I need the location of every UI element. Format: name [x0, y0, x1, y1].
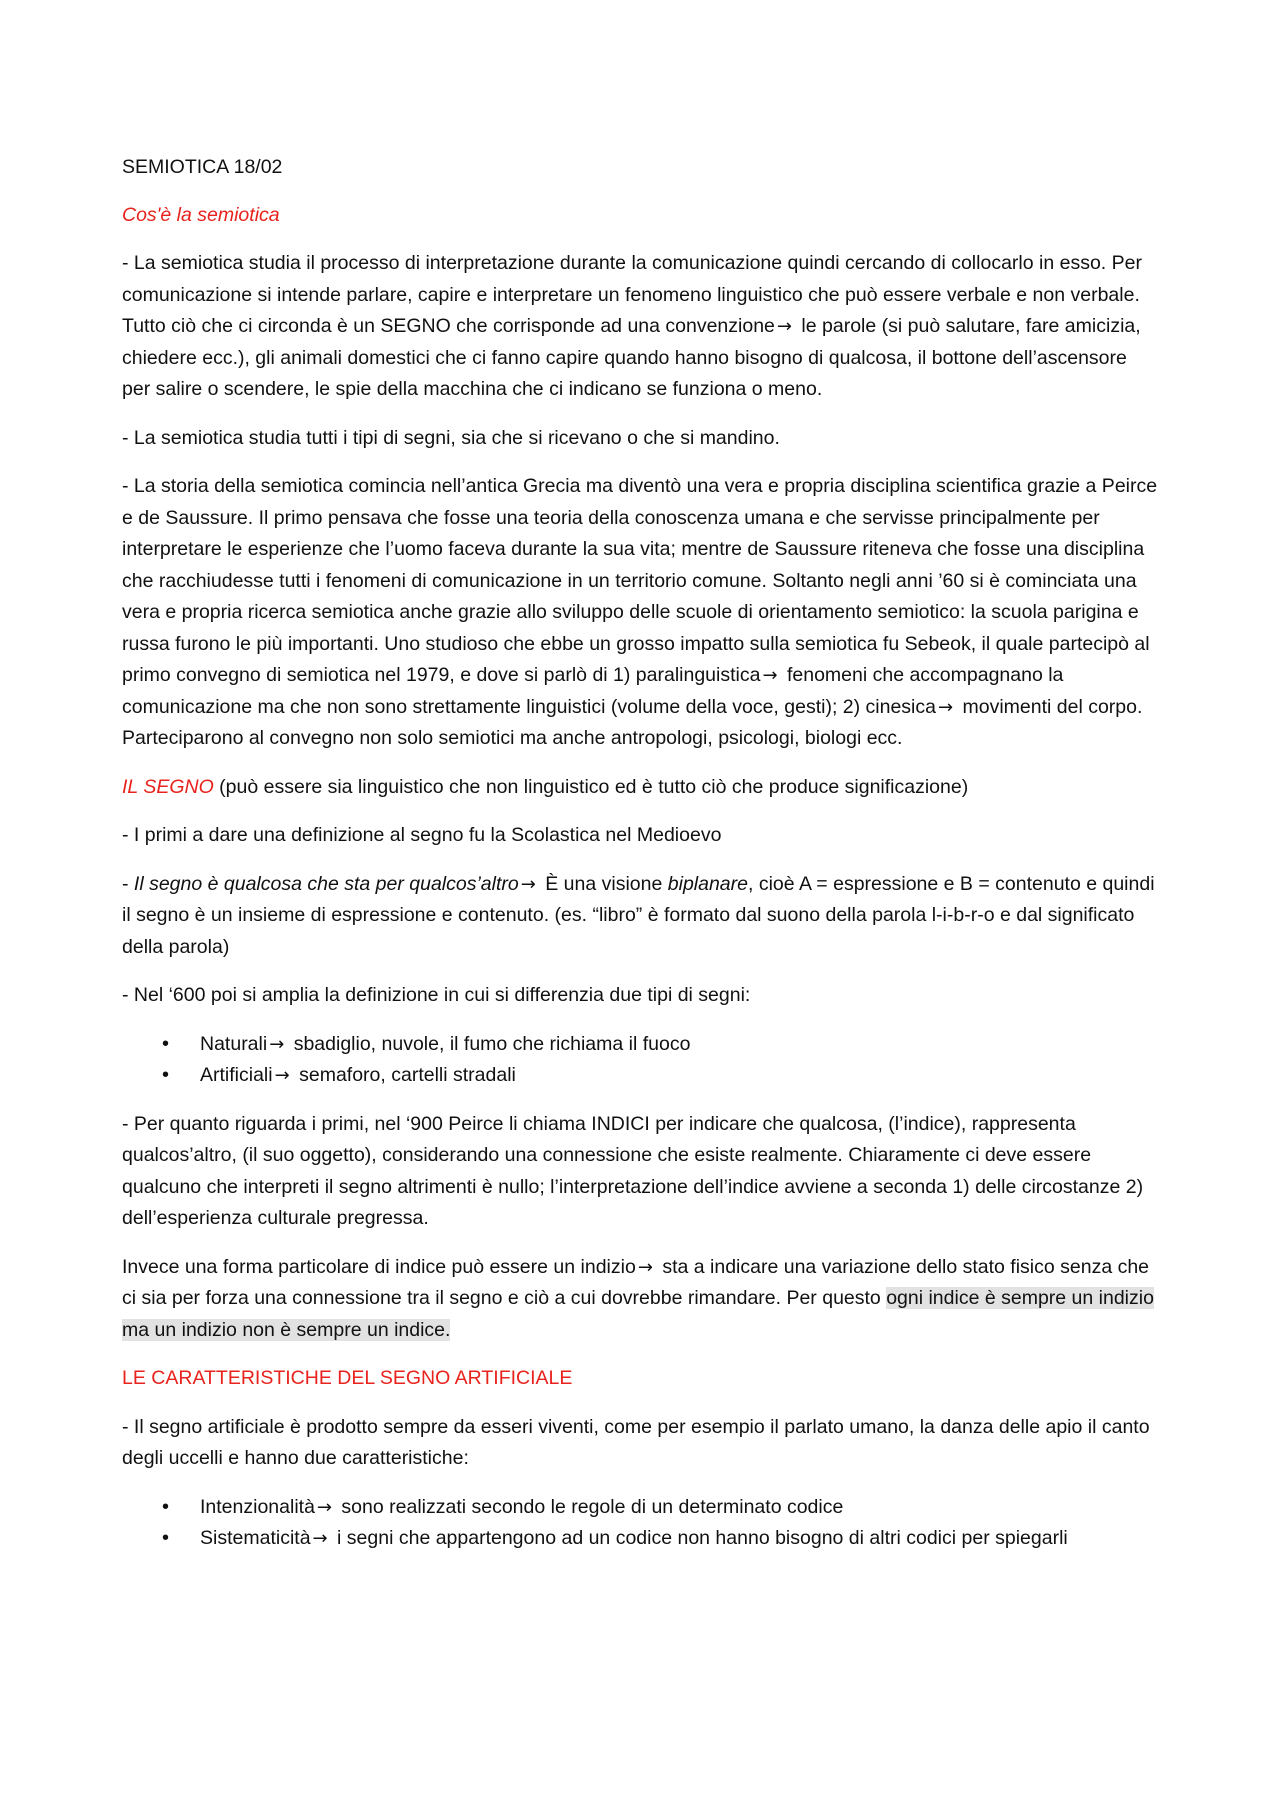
paragraph-types: - La semiotica studia tutti i tipi di segni, sia che si ricevano o che si mandino. — [122, 426, 780, 449]
paragraph-biplanare: - Il segno è qualcosa che sta per qualcos’altro → È una visione biplanare, cioè A = espressione e B = contenuto e quindi il segno è un insieme di espressione e contenuto. (es. “libro” è formato dal suono della parola l-i-b-r-o e dal significato della parola) — [122, 872, 1155, 958]
paragraph-history: - La storia della semiotica comincia nell’antica Grecia ma diventò una vera e propria disciplina scientifica grazie a Peirce e de Saussure. Il primo pensava che fosse una teoria della conoscenza umana e che servisse principalmente per interpretare le esperienze che l’uomo faceva durante la sua vita; mentre de Saussure riteneva che fosse una disciplina che racchiudesse tutti i fenomeni di comunicazione in un territorio comune. Soltanto negli anni ’60 si è cominciata una vera e propria ricerca semiotica anche grazie allo sviluppo delle scuole di orientamento semiotico: la scuola parigina e russa furono le più importanti. Uno studioso che ebbe un grosso impatto sulla semiotica fu Sebeok, il quale partecipò al primo convegno di semiotica nel 1979, e dove si parlò di 1) paralinguistica → fenomeni che accompagnano la comunicazione ma che non sono strettamente linguistici (volume della voce, gesti); 2) cinesica → movimenti del corpo. Parteciparono al convegno non solo semiotici ma anche antropologi, psicologi, biologi ecc. — [122, 475, 1158, 749]
section-heading-caratteristiche: LE CARATTERISTICHE DEL SEGNO ARTIFICIALE — [122, 1367, 573, 1389]
paragraph-definition: - La semiotica studia il processo di interpretazione durante la comunicazione quindi cercando di collocarlo in esso. Per comunicazione si intende parlare, capire e interpretare un fenomeno linguistico che può essere verbale e non verbale. Tutto ciò che ci circonda è un SEGNO che corrisponde ad una convenzione → le parole (si può salutare, fare amicizia, chiedere ecc.), gli animali domestici che ci fanno capire quando hanno bisogno di qualcosa, il bottone dell’ascensore per salire o scendere, le spie della macchina che ci indicano se funziona o meno. — [122, 252, 1142, 400]
paragraph-indizio: Invece una forma particolare di indice può essere un indizio → sta a indicare una variazione dello stato fisico senza che ci sia per forza una connessione tra il segno e ciò a cui dovrebbe rimandare. Per questo ogni indice è sempre un indizio ma un indizio non è sempre un indice. — [122, 1255, 1154, 1341]
section-heading-semiotica: Cos'è la semiotica — [122, 203, 280, 226]
arrow-right-icon: → — [520, 873, 536, 895]
paragraph-artificiale: - Il segno artificiale è prodotto sempre da esseri viventi, come per esempio il parlato umano, la danza delle apio il canto degli uccelli e hanno due caratteristiche: — [122, 1415, 1150, 1469]
document-title: SEMIOTICA 18/02 — [122, 156, 283, 178]
list-item: • Naturali → sbadiglio, nuvole, il fumo che richiama il fuoco — [122, 1029, 1160, 1061]
arrow-right-icon: → — [776, 316, 792, 337]
bullet-list-segni — [122, 1029, 1160, 1092]
arrow-right-icon: → — [316, 1496, 333, 1518]
arrow-right-icon: → — [274, 1065, 290, 1086]
paragraph-seicento: - Nel ‘600 poi si amplia la definizione in cui si differenzia due tipi di segni: — [122, 984, 751, 1006]
list-item: • Artificiali → semaforo, cartelli stradali — [122, 1060, 1160, 1092]
list-item: • Sistematicità → i segni che appartengono ad un codice non hanno bisogno di altri codici per spiegarli — [122, 1523, 1160, 1555]
highlighted-text: ogni indice è sempre un indizio ma un indizio non è sempre un indice. — [122, 1287, 1154, 1341]
arrow-right-icon: → — [269, 1033, 285, 1055]
arrow-right-icon: → — [312, 1528, 328, 1549]
arrow-right-icon: → — [937, 696, 954, 718]
list-item: • Intenzionalità → sono realizzati secondo le regole di un determinato codice — [122, 1492, 1160, 1524]
paragraph-scolastica: - I primi a dare una definizione al segno fu la Scolastica nel Medioevo — [122, 824, 722, 846]
paragraph-indici: - Per quanto riguarda i primi, nel ‘900 Peirce li chiama INDICI per indicare che qualcosa, (l’indice), rappresenta qualcos’altro, (il suo oggetto), considerando una connessione che esiste realmente. Chiaramente ci deve essere qualcuno che interpreti il segno altrimenti è nullo; l’interpretazione dell’indice avviene a seconda 1) delle circostanze 2) dell’esperienza culturale pregressa. — [122, 1112, 1144, 1229]
arrow-right-icon: → — [637, 1256, 653, 1278]
arrow-right-icon: → — [762, 665, 778, 686]
bullet-list-caratteristiche — [122, 1492, 1160, 1555]
section-heading-segno: IL SEGNO (può essere sia linguistico che non linguistico ed è tutto ciò che produce significazione) — [122, 775, 969, 798]
